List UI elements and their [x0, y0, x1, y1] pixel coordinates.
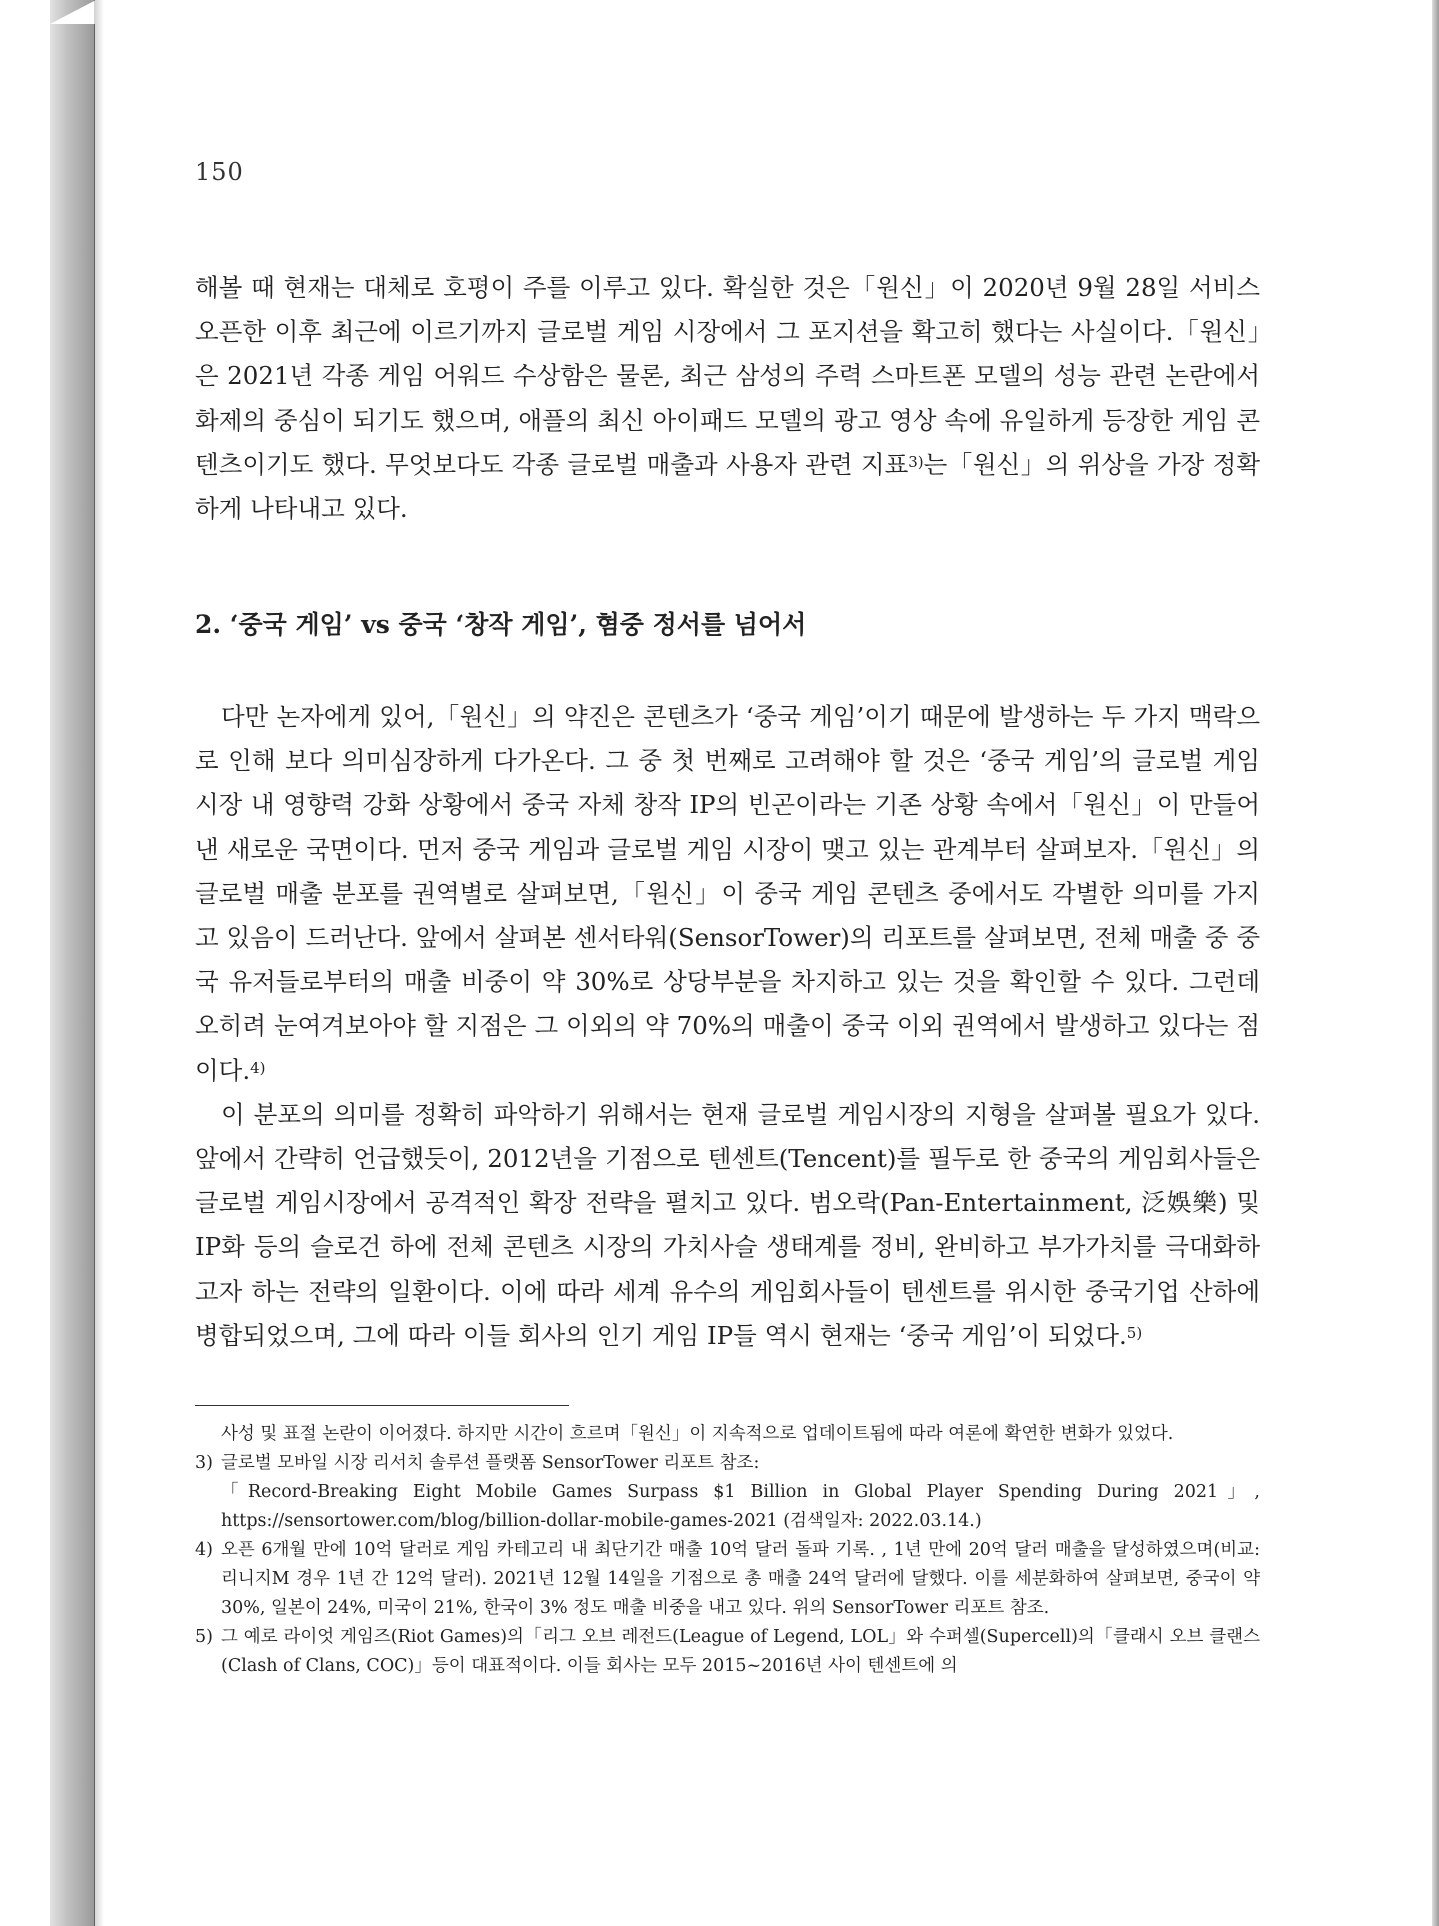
paragraph-1 [195, 266, 1260, 531]
page-gutter-shadow [94, 0, 104, 1926]
paragraph-2 [195, 695, 1260, 1093]
footnote-4-number: 4) [195, 1540, 213, 1560]
footnote-5-number: 5) [195, 1627, 213, 1647]
footnote-continuation: 사성 및 표절 논란이 이어졌다. 하지만 시간이 흐르며「원신」이 지속적으로 업데이트됨에 따라 여론에 확연한 변화가 있었다. [221, 1424, 1174, 1444]
footnotes [195, 1420, 1260, 1681]
paragraph-1-text: 해볼 때 현재는 대체로 호평이 주를 이루고 있다. 확실한 것은「원신」이 2020년 9월 28일 서비스 오픈한 이후 최근에 이르기까지 글로벌 게임 시장에서 그 포지션을 확고히 했다는 사실이다.「원신」은 2021년 각종 게임 어워드 수상함은 물론, 최근 삼성의 주력 스마트폰 모델의 성능 관련 논란에서 화제의 중심이 되기도 했으며, 애플의 최신 아이패드 모델의 광고 영상 속에 유일하게 등장한 게임 콘텐츠이기도 했다. 무엇보다도 각종 글로벌 매출과 사용자 관련 지표 [195, 273, 1260, 479]
section-heading: 2. ‘중국 게임’ vs 중국 ‘창작 게임’, 혐중 정서를 넘어서 [195, 610, 807, 639]
paragraph-3 [195, 1093, 1260, 1358]
footnote-5 [195, 1623, 1260, 1681]
footnote-3 [195, 1449, 1260, 1536]
paragraph-2-block [195, 695, 1260, 1358]
footnote-4 [195, 1536, 1260, 1623]
paragraph-1-end: 는「원신」의 위상을 가장 정확하게 나타내고 있다. [195, 449, 1260, 524]
footnote-3-body [221, 1449, 1260, 1536]
footnote-3-line2: 「Record-Breaking Eight Mobile Games Surpass $1 Billion in Global Player Spending During 2021」, https://sensortower.com/blog/billion-dollar-mobile-games-2021 (검색일자: 2022.03.14.) [221, 1482, 1260, 1531]
footnote-ref-5: 5) [1126, 1323, 1143, 1342]
footnote-3-line1: 글로벌 모바일 시장 리서치 솔루션 플랫폼 SensorTower 리포트 참조: [221, 1453, 760, 1473]
page-number: 150 [195, 158, 244, 186]
book-spine-edge [50, 0, 95, 1926]
paragraph-3-text: 이 분포의 의미를 정확히 파악하기 위해서는 현재 글로벌 게임시장의 지형을 살펴볼 필요가 있다. 앞에서 간략히 언급했듯이, 2012년을 기점으로 텐센트(Tencent)를 필두로 한 중국의 게임회사들은 글로벌 게임시장에서 공격적인 확장 전략을 펼치고 있다. 범오락(Pan-Entertainment, 泛娛樂) 및 IP화 등의 슬로건 하에 전체 콘텐츠 시장의 가치사슬 생태계를 정비, 완비하고 부가가치를 극대화하고자 하는 전략의 일환이다. 이에 따라 세계 유수의 게임회사들이 텐센트를 위시한 중국기업 산하에 병합되었으며, 그에 따라 이들 회사의 인기 게임 IP들 역시 현재는 ‘중국 게임’이 되었다. [195, 1099, 1260, 1350]
footnote-5-text: 그 예로 라이엇 게임즈(Riot Games)의「리그 오브 레전드(League of Legend, LOL」와 수퍼셀(Supercell)의「클래시 오브 클랜스(Clash of Clans, COC)」등이 대표적이다. 이들 회사는 모두 2015~2016년 사이 텐센트에 의 [221, 1627, 1260, 1676]
paragraph-1-block [195, 266, 1260, 531]
paragraph-2-text: 다만 논자에게 있어,「원신」의 약진은 콘텐츠가 ‘중국 게임’이기 때문에 발생하는 두 가지 맥락으로 인해 보다 의미심장하게 다가온다. 그 중 첫 번째로 고려해야 할 것은 ‘중국 게임’의 글로벌 게임 시장 내 영향력 강화 상황에서 중국 자체 창작 IP의 빈곤이라는 기존 상황 속에서「원신」이 만들어낸 새로운 국면이다. 먼저 중국 게임과 글로벌 게임 시장이 맺고 있는 관계부터 살펴보자.「원신」의 글로벌 매출 분포를 권역별로 살펴보면,「원신」이 중국 게임 콘텐츠 중에서도 각별한 의미를 가지고 있음이 드러난다. 앞에서 살펴본 센서타워(SensorTower)의 리포트를 살펴보면, 전체 매출 중 중국 유저들로부터의 매출 비중이 약 30%로 상당부분을 차지하고 있는 것을 확인할 수 있다. 그런데 오히려 눈여겨보아야 할 지점은 그 이외의 약 70%의 매출이 중국 이외 권역에서 발생하고 있다는 점이다. [195, 702, 1260, 1085]
footnote-4-text: 오픈 6개월 만에 10억 달러로 게임 카테고리 내 최단기간 매출 10억 달러 돌파 기록. , 1년 만에 20억 달러 매출을 달성하였으며(비교: 리니지M 경우 1년 간 12억 달러). 2021년 12월 14일을 기점으로 총 매출 24억 달러에 달했다. 이를 세분화하여 살펴보면, 중국이 약 30%, 일본이 24%, 미국이 21%, 한국이 3% 정도 매출 비중을 내고 있다. 위의 SensorTower 리포트 참조. [221, 1540, 1260, 1618]
footnote-ref-4: 4) [250, 1058, 266, 1077]
page-right-edge [1432, 0, 1439, 1926]
footnote-ref-3: 3) [908, 452, 924, 471]
footnote-divider [195, 1405, 569, 1406]
footnote-3-number: 3) [195, 1453, 213, 1473]
